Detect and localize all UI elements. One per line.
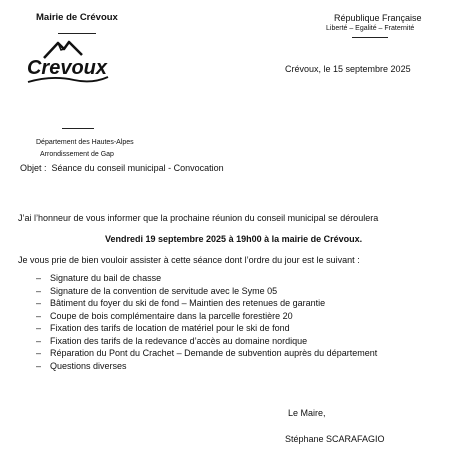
bullet-dash: – (36, 310, 42, 321)
objet-line (20, 163, 224, 173)
divider (58, 33, 96, 34)
agenda-list (36, 272, 377, 372)
signature-title: Le Maire, (288, 408, 326, 418)
divider (352, 37, 388, 38)
agenda-item (36, 285, 377, 298)
bullet-dash: – (36, 285, 42, 296)
bullet-dash: – (36, 273, 42, 284)
bullet-dash: – (36, 360, 42, 371)
devise-label: Liberté – Egalité – Fraternité (326, 25, 415, 32)
department-label: Département des Hautes-Alpes (36, 139, 134, 146)
bullet-dash: – (36, 348, 42, 359)
agenda-item-text: Signature de la convention de servitude avec le Syme 05 (50, 285, 278, 296)
arrondissement-label: Arrondissement de Gap (40, 151, 114, 158)
bullet-dash: – (36, 335, 42, 346)
agenda-item (36, 310, 377, 323)
agenda-item (36, 360, 377, 373)
agenda-item-text: Questions diverses (50, 360, 127, 371)
request-paragraph: Je vous prie de bien vouloir assister à cette séance dont l’ordre du jour est le suivant : (18, 255, 360, 265)
mountain-logo-icon (22, 38, 112, 86)
signature-name: Stéphane SCARAFAGIO (285, 434, 385, 444)
agenda-item (36, 322, 377, 335)
meeting-datetime: Vendredi 19 septembre 2025 à 19h00 à la mairie de Crévoux. (105, 234, 363, 244)
date-line: Crévoux, le 15 septembre 2025 (285, 64, 411, 74)
agenda-item (36, 347, 377, 360)
agenda-item-text: Fixation des tarifs de location de matériel pour le ski de fond (50, 323, 290, 334)
objet-text: Séance du conseil municipal - Convocation (51, 163, 224, 173)
agenda-item (36, 335, 377, 348)
agenda-item-text: Bâtiment du foyer du ski de fond – Maintien des retenues de garantie (50, 298, 326, 309)
agenda-item-text: Réparation du Pont du Crachet – Demande de subvention auprès du département (50, 348, 378, 359)
divider (62, 128, 94, 129)
republique-label: République Française (334, 13, 422, 23)
intro-paragraph: J’ai l’honneur de vous informer que la prochaine réunion du conseil municipal se déroulera (18, 213, 379, 223)
logo-wordmark: Crevoux (26, 57, 108, 79)
agenda-item-text: Fixation des tarifs de la redevance d’accès au domaine nordique (50, 335, 308, 346)
agenda-item (36, 272, 377, 285)
objet-label: Objet : (20, 163, 47, 173)
crevoux-logo (22, 38, 112, 86)
agenda-item-text: Coupe de bois complémentaire dans la parcelle forestière 20 (50, 310, 293, 321)
agenda-item (36, 297, 377, 310)
mairie-title: Mairie de Crévoux (36, 12, 118, 23)
bullet-dash: – (36, 323, 42, 334)
agenda-item-text: Signature du bail de chasse (50, 273, 162, 284)
bullet-dash: – (36, 298, 42, 309)
